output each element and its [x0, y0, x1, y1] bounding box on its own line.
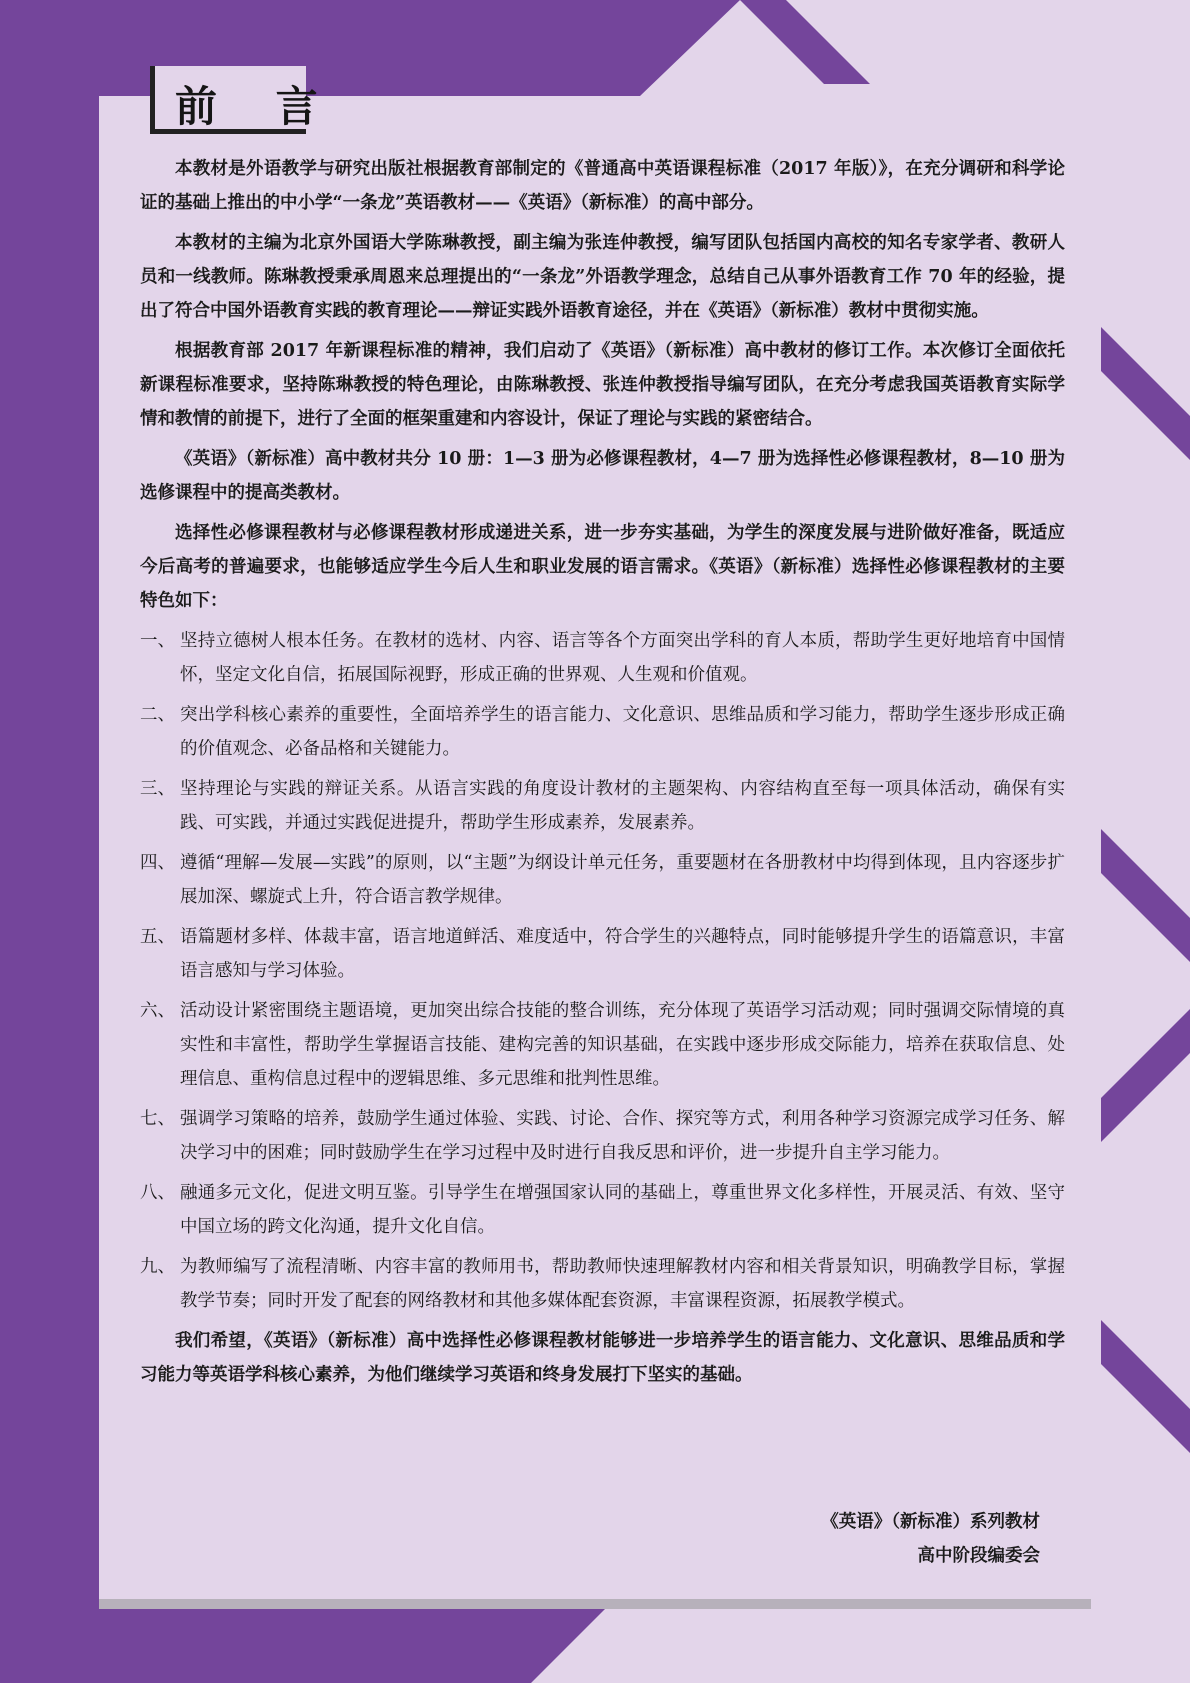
feature-text: 坚持立德树人根本任务。在教材的选材、内容、语言等各个方面突出学科的育人本质，帮助学生更好地培育中国情怀，坚定文化自信，拓展国际视野，形成正确的世界观、人生观和价值观。	[180, 631, 1065, 685]
signature-committee: 高中阶段编委会	[917, 1546, 1040, 1566]
feature-number: 七、	[140, 1109, 175, 1129]
intro-paragraph-5: 选择性必修课程教材与必修课程教材形成递进关系，进一步夯实基础，为学生的深度发展与进阶做好准备，既适应今后高考的普遍要求，也能够适应学生今后人生和职业发展的语言需求。《英语》（新标准）选择性必修课程教材的主要特色如下：	[140, 523, 1065, 611]
preface-body	[140, 152, 1065, 1398]
intro-paragraph-1: 本教材是外语教学与研究出版社根据教育部制定的《普通高中英语课程标准（2017 年版）》，在充分调研和科学论证的基础上推出的中小学“一条龙”英语教材——《英语》（新标准）的高中部分。	[140, 159, 1065, 213]
feature-item	[140, 1250, 1065, 1318]
feature-item	[140, 846, 1065, 914]
feature-number: 一、	[140, 631, 175, 651]
intro-paragraph-4: 《英语》（新标准）高中教材共分 10 册：1—3 册为必修课程教材，4—7 册为选择性必修课程教材，8—10 册为选修课程中的提高类教材。	[140, 449, 1065, 503]
closing-paragraph: 我们希望，《英语》（新标准）高中选择性必修课程教材能够进一步培养学生的语言能力、文化意识、思维品质和学习能力等英语学科核心素养，为他们继续学习英语和终身发展打下坚实的基础。	[140, 1331, 1065, 1385]
purple-stripe-right-4	[1101, 1320, 1190, 1453]
feature-number: 六、	[140, 1001, 175, 1021]
feature-number: 五、	[140, 927, 175, 947]
feature-number: 四、	[140, 853, 175, 873]
feature-item	[140, 1176, 1065, 1244]
feature-text: 为教师编写了流程清晰、内容丰富的教师用书，帮助教师快速理解教材内容和相关背景知识，明确教学目标，掌握教学节奏；同时开发了配套的网络教材和其他多媒体配套资源，丰富课程资源，拓展教学模式。	[180, 1257, 1065, 1311]
purple-stripe-right-3	[1101, 1009, 1190, 1142]
page-title: 前 言	[175, 82, 340, 131]
feature-text: 强调学习策略的培养，鼓励学生通过体验、实践、讨论、合作、探究等方式，利用各种学习资源完成学习任务、解决学习中的困难；同时鼓励学生在学习过程中及时进行自我反思和评价，进一步提升自主学习能力。	[180, 1109, 1065, 1163]
feature-number: 九、	[140, 1257, 175, 1277]
purple-stripe-right-1	[1101, 327, 1190, 460]
feature-item	[140, 1102, 1065, 1170]
feature-text: 突出学科核心素养的重要性，全面培养学生的语言能力、文化意识、思维品质和学习能力，帮助学生逐步形成正确的价值观念、必备品格和关键能力。	[180, 705, 1065, 759]
signature-series: 《英语》（新标准）系列教材	[821, 1512, 1040, 1532]
purple-stripe-right-2	[1101, 829, 1190, 962]
signature-block	[821, 1505, 1040, 1573]
feature-item	[140, 698, 1065, 766]
feature-item	[140, 920, 1065, 988]
intro-paragraph-3: 根据教育部 2017 年新课程标准的精神，我们启动了《英语》（新标准）高中教材的修订工作。本次修订全面依托新课程标准要求，坚持陈琳教授的特色理论，由陈琳教授、张连仲教授指导编写团队，在充分考虑我国英语教育实际学情和教情的前提下，进行了全面的框架重建和内容设计，保证了理论与实践的紧密结合。	[140, 341, 1065, 429]
feature-text: 遵循“理解—发展—实践”的原则，以“主题”为纲设计单元任务，重要题材在各册教材中均得到体现，且内容逐步扩展加深、螺旋式上升，符合语言教学规律。	[180, 853, 1065, 907]
feature-item	[140, 994, 1065, 1096]
feature-text: 语篇题材多样、体裁丰富，语言地道鲜活、难度适中，符合学生的兴趣特点，同时能够提升学生的语篇意识，丰富语言感知与学习体验。	[180, 927, 1065, 981]
feature-item	[140, 772, 1065, 840]
feature-text: 融通多元文化，促进文明互鉴。引导学生在增强国家认同的基础上，尊重世界文化多样性，开展灵活、有效、坚守中国立场的跨文化沟通，提升文化自信。	[180, 1183, 1065, 1237]
purple-stripe-top	[740, 0, 870, 84]
feature-item	[140, 624, 1065, 692]
feature-number: 二、	[140, 705, 175, 725]
feature-number: 八、	[140, 1183, 175, 1203]
feature-text: 活动设计紧密围绕主题语境，更加突出综合技能的整合训练，充分体现了英语学习活动观；同时强调交际情境的真实性和丰富性，帮助学生掌握语言技能、建构完善的知识基础，在实践中逐步形成交际能力，培养在获取信息、处理信息、重构信息过程中的逻辑思维、多元思维和批判性思维。	[180, 1001, 1065, 1089]
page-shadow	[99, 1599, 1091, 1609]
feature-text: 坚持理论与实践的辩证关系。从语言实践的角度设计教材的主题架构、内容结构直至每一项具体活动，确保有实践、可实践，并通过实践促进提升，帮助学生形成素养，发展素养。	[180, 779, 1065, 833]
feature-number: 三、	[140, 779, 175, 799]
intro-paragraph-2: 本教材的主编为北京外国语大学陈琳教授，副主编为张连仲教授，编写团队包括国内高校的知名专家学者、教研人员和一线教师。陈琳教授秉承周恩来总理提出的“一条龙”外语教学理念，总结自己从事外语教育工作 70 年的经验，提出了符合中国外语教育实践的教育理论——辩证实践外语教育途径，并在《英语》（新标准）教材中贯彻实施。	[140, 233, 1065, 321]
